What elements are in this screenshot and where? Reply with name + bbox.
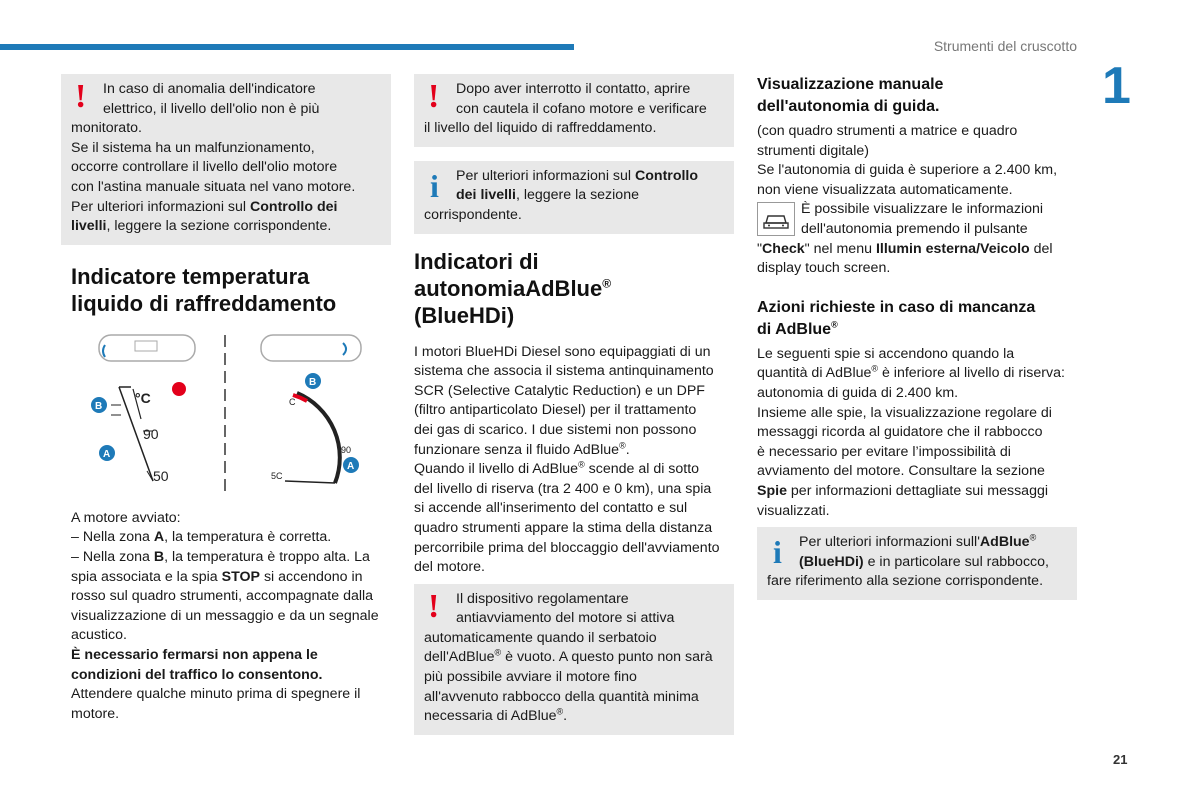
info-box-adblue: i Per ulteriori informazioni sull'AdBlue® (BlueHDi) e in particolare sul rabbocco, fare riferimento alla sezione corrispondente. [757,527,1077,600]
warning-box-antistart: ! Il dispositivo regolamentare antiavviamento del motore si attiva automaticamente quando il serbatoio dell'AdBlue® è vuoto. A questo punto non sarà più possibile avviare il motore fino all'avvenuto rabbocco della quantità minima necessaria di AdBlue®. [414,584,734,735]
warning-box-oil: ! In caso di anomalia dell'indicatore elettrico, il livello dell'olio non è più monitorato. Se il sistema ha un malfunzionamento, occorre controllare il livello dell'olio motore con l'astina manuale situata nel vano motore. Per ulteriori informazioni sul Controllo dei livelli, leggere la sezione corrispondente. [61,74,391,245]
adblue-body-text: I motori BlueHDi Diesel sono equipaggiati di un sistema che associa il sistema antinquinamento SCR (Selective Catalytic Reduction) e un DPF (filtro antiparticolato Diesel) per il trattamento dei gas di scarico. I due sistemi non possono funzionare senza il fluido AdBlue®. Quando il livello di AdBlue® scende al di sotto del livello di riserva (tra 2 400 e 0 km), una spia si accende all'inserimento del contatto e sul quadro strumenti appare la stima della distanza percorribile prima del bloccaggio dell'avviamento del motore. [414,343,720,576]
manual-range-text: (con quadro strumenti a matrice e quadro strumenti digitale) Se l'autonomia di guida è superiore a 2.400 km, non viene visualizzata automaticamente. È possibile visualizzare le informazioni dell'autonomia premendo il pulsante "Check" nel menu Illumin esterna/Veicolo del display touch screen. [757,123,1058,277]
info-icon: i [430,167,439,204]
column-2 [414,74,734,749]
chapter-number: 1 [1102,57,1131,115]
warning-icon: ! [428,78,440,115]
section-title: Strumenti del cruscotto [933,38,1077,54]
warning-box-coolant: ! Dopo aver interrotto il contatto, aprire con cautela il cofano motore e verificare il livello del liquido di raffreddamento. [414,74,734,147]
adblue-actions-text: Le seguenti spie si accendono quando la quantità di AdBlue® è inferiore al livello di riserva: autonomia di guida di 2.400 km. Insieme alle spie, la visualizzazione regolare di messaggi ricorda al guidatore che il rabbocco è necessario per evitare l’impossibilità di avviamento del motore. Consultare la sezione Spie per informazioni dettagliate sui messaggi visualizzati. [757,345,1065,519]
svg-text:50: 50 [153,467,169,484]
svg-text:90: 90 [143,425,159,442]
svg-text:A: A [347,460,355,472]
column-3 [757,74,1077,614]
heading-adblue-indicators: Indicatori di autonomiaAdBlue® (BlueHDi) [414,248,612,328]
heading-manual-range: Visualizzazione manuale dell'autonomia di guida. [757,76,944,115]
svg-text:5C: 5C [271,470,283,481]
info-icon: i [773,534,782,571]
coolant-body-text: A motore avviato: – Nella zona A, la temperatura è corretta. – Nella zona B, la temperatura è troppo alta. La spia associata e la spia STOP si accendono in rosso sul quadro strumenti, accompagnate dalla visualizzazione di un messaggio e da un segnale acustico. È necessario fermarsi non appena le condizioni del traffico lo consentono. Attendere qualche minuto prima di spegnere il motore. [71,509,379,722]
warning-icon: ! [75,78,87,115]
heading-adblue-actions: Azioni richieste in caso di mancanza di AdBlue® [757,298,1036,338]
heading-coolant-temp: Indicatore temperatura liquido di raffreddamento [71,263,337,316]
svg-text:°C: °C [135,389,151,406]
car-check-icon [757,202,795,236]
svg-text:B: B [95,400,103,412]
header-accent-bar [0,44,574,50]
column-1 [71,74,391,724]
page-number: 21 [1113,752,1128,767]
svg-text:C: C [289,396,296,407]
info-box-levels: i Per ulteriori informazioni sul Controllo dei livelli, leggere la sezione corrispondente. [414,161,734,234]
svg-text:A: A [103,448,111,460]
svg-text:90: 90 [341,444,352,455]
coolant-gauge-illustration [71,331,391,501]
coolant-gauge-figure [71,331,391,501]
warning-icon: ! [428,587,440,625]
svg-text:B: B [309,376,317,388]
